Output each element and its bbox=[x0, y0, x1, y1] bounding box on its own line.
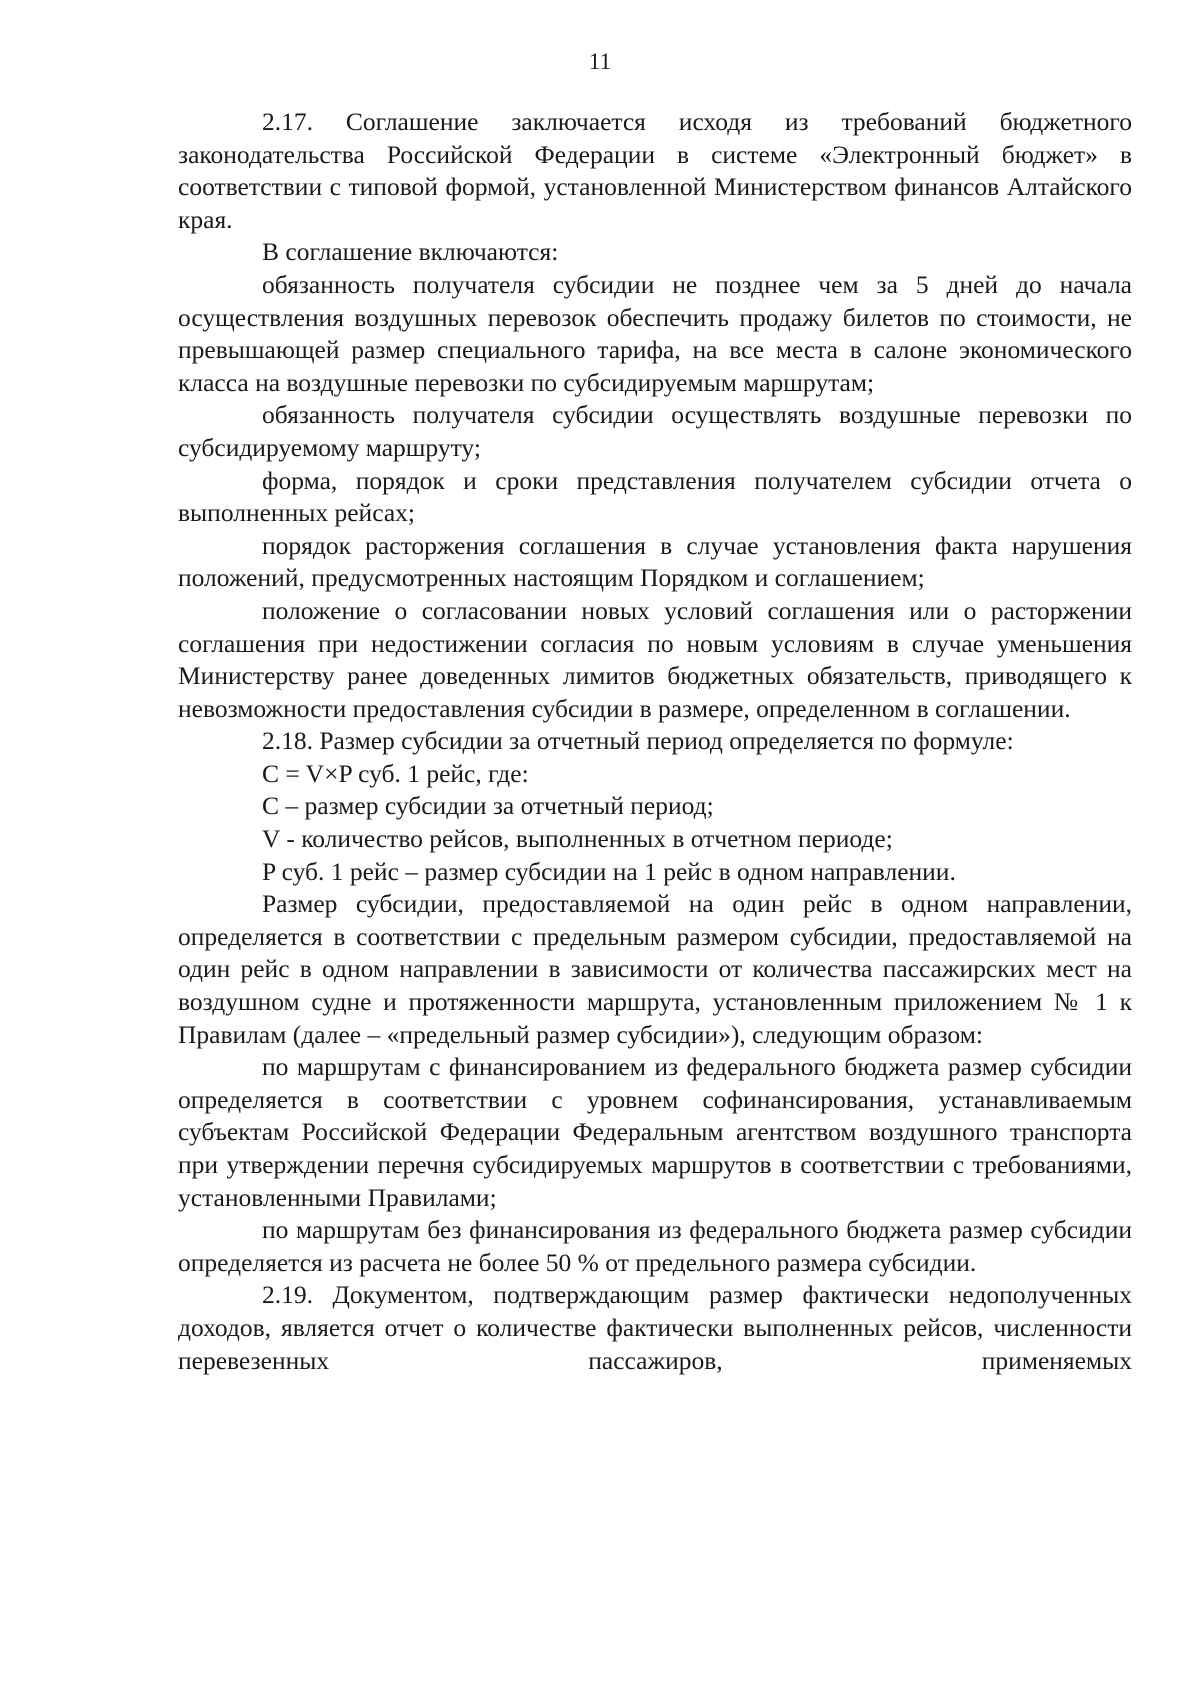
paragraph-2-17: 2.17. Соглашение заключается исходя из требований бюджетного законодательства Российской Федерации в системе «Электронный бюджет» в соответствии с типовой формой, установленной Министерством финансов Алтайского края. bbox=[178, 107, 1132, 234]
paragraph-report-form: форма, порядок и сроки представления получателем субсидии отчета о выполненных рейсах; bbox=[178, 465, 1132, 528]
formula-line: C = V×P суб. 1 рейс, где: bbox=[262, 758, 529, 788]
formula-c-definition: C – размер субсидии за отчетный период; bbox=[262, 791, 714, 821]
paragraph-no-federal-funding: по маршрутам без финансирования из федерального бюджета размер субсидии определяется из расчета не более 50 % от предельного размера субсидии. bbox=[178, 1215, 1132, 1277]
paragraph-federal-funding: по маршрутам с финансированием из федерального бюджета размер субсидии определяется в соответствии с уровнем софинансирования, устанавливаемым субъектам Российской Федерации Федеральным агентством воздушного транспорта при утверждении перечня субсидируемых маршрутов в соответствии с требованиями, установленными Правилами; bbox=[178, 1052, 1132, 1212]
paragraph-2-18: 2.18. Размер субсидии за отчетный период определяется по формуле: bbox=[262, 726, 1014, 756]
paragraph-2-19: 2.19. Документом, подтверждающим размер фактически недополученных доходов, является отчет о количестве фактически выполненных рейсов, численности перевезенных пассажиров, применяемых bbox=[178, 1280, 1132, 1375]
formula-v-definition: V - количество рейсов, выполненных в отчетном периоде; bbox=[262, 824, 893, 854]
formula-p-definition: P суб. 1 рейс – размер субсидии на 1 рейс в одном направлении. bbox=[262, 856, 956, 886]
paragraph-termination-procedure: порядок расторжения соглашения в случае установления факта нарушения положений, предусмотренных настоящим Порядком и соглашением; bbox=[178, 530, 1132, 593]
paragraph-obligation-carriage: обязанность получателя субсидии осуществлять воздушные перевозки по субсидируемому маршруту; bbox=[178, 400, 1132, 462]
document-body bbox=[178, 106, 1132, 1377]
paragraph-agreement-includes: В соглашение включаются: bbox=[262, 237, 559, 267]
page-number: 11 bbox=[588, 49, 612, 74]
paragraph-new-conditions: положение о согласовании новых условий соглашения или о расторжении соглашения при недостижении согласия по новым условиям в случае уменьшения Министерству ранее доведенных лимитов бюджетных обязательств, приводящего к невозможности предоставления субсидии в размере, определенном в соглашении. bbox=[178, 595, 1132, 723]
paragraph-subsidy-size: Размер субсидии, предоставляемой на один рейс в одном направлении, определяется в соответствии с предельным размером субсидии, предоставляемой на один рейс в одном направлении в зависимости от количества пассажирских мест на воздушном судне и протяженности маршрута, установленным приложением № 1 к Правилам (далее – «предельный размер субсидии»), следующим образом: bbox=[178, 889, 1132, 1049]
paragraph-obligation-ticket-sales: обязанность получателя субсидии не позднее чем за 5 дней до начала осуществления воздушных перевозок обеспечить продажу билетов по стоимости, не превышающей размер специального тарифа, на все места в салоне экономического класса на воздушные перевозки по субсидируемым маршрутам; bbox=[178, 269, 1132, 397]
